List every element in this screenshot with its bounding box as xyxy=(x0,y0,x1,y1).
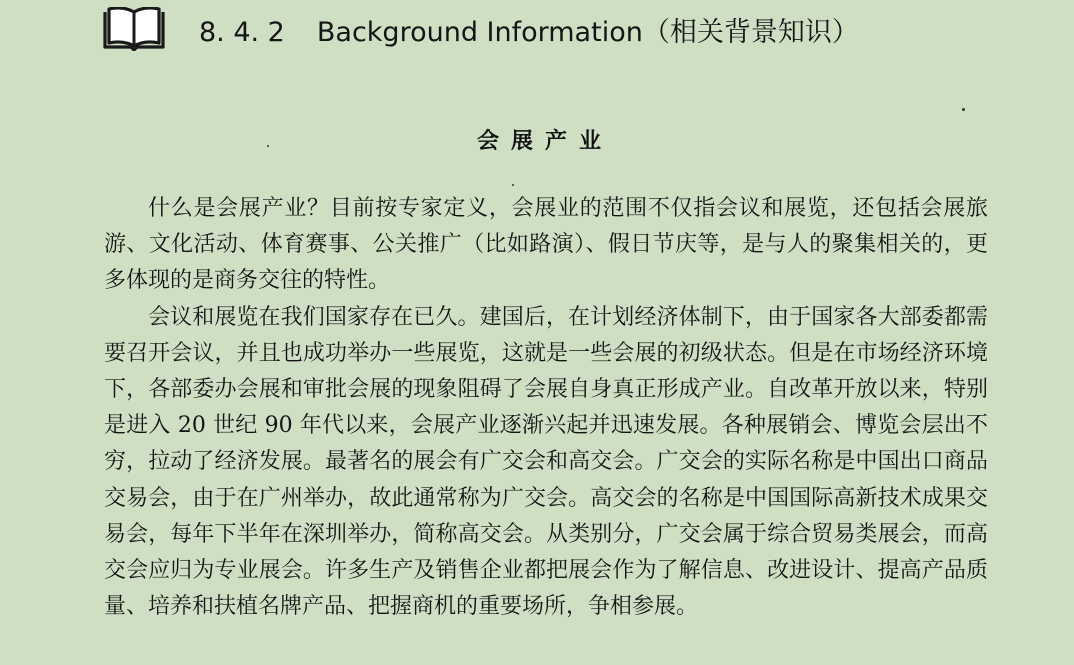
article-title: 会展产业 xyxy=(476,129,613,154)
section-title xyxy=(199,10,859,49)
paragraph-definition: 什么是会展产业？目前按专家定义，会展业的范围不仅指会议和展览，还包括会展旅游、文化活动、体育赛事、公关推广（比如路演）、假日节庆等，是与人的聚集相关的，更多体现的是商务交往的特性。 xyxy=(104,196,988,294)
section-number: 8. 4. 2 xyxy=(199,16,285,48)
speck-mark xyxy=(962,108,965,111)
speck-mark xyxy=(267,145,269,147)
paragraph-history: 会议和展览在我们国家存在已久。建国后，在计划经济体制下，由于国家各大部委都需要召开会议，并且也成功举办一些展览，这就是一些会展的初级状态。但是在市场经济环境下，各部委办会展和审批会展的现象阻碍了会展自身真正形成产业。自改革开放以来，特别是进入 20 世纪 90 年代以来，会展产业逐渐兴起并迅速发展。各种展销会、博览会层出不穷，拉动了经济发展。最著名的展会有广交会和高交会。广交会的实际名称是中国出口商品交易会，由于在广州举办，故此通常称为广交会。高交会的名称是中国国际高新技术成果交易会，每年下半年在深圳举办，简称高交会。从类别分，广交会属于综合贸易类展会，而高交会应归为专业展会。许多生产及销售企业都把展会作为了解信息、改进设计、提高产品质量、培养和扶植名牌产品、把握商机的重要场所，争相参展。 xyxy=(104,304,988,620)
open-book-icon xyxy=(103,7,165,51)
speck-mark xyxy=(512,184,514,186)
section-header xyxy=(103,4,859,54)
article-body xyxy=(104,191,988,625)
section-heading: Background Information（相关背景知识） xyxy=(316,16,859,48)
